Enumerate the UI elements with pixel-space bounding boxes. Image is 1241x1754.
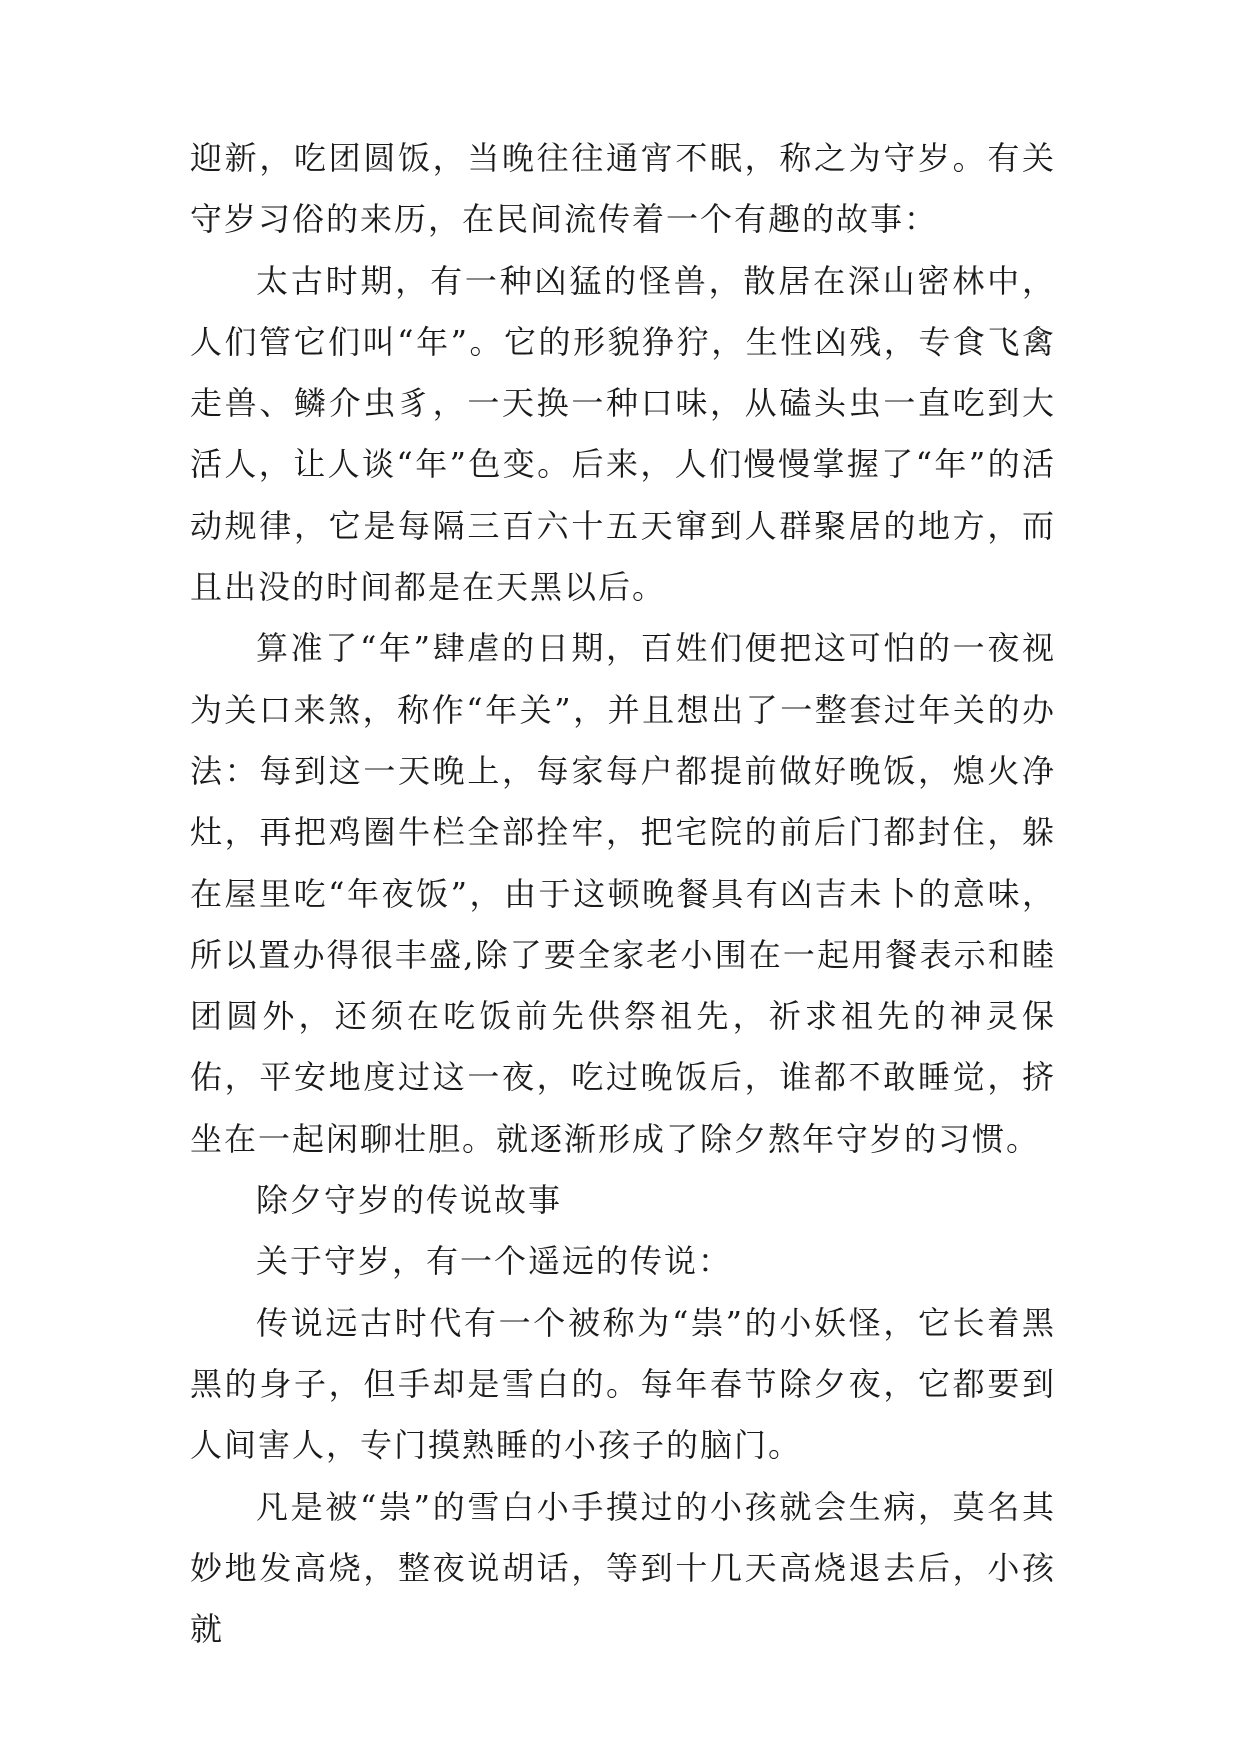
document-body: [190, 128, 1056, 1660]
section-heading: 除夕守岁的传说故事: [256, 1181, 563, 1220]
paragraph-2: 太古时期，有一种凶猛的怪兽，散居在深山密林中，人们管它们叫“年”。它的形貌狰狞，生性凶残，专食飞禽走兽、鳞介虫豸，一天换一种口味，从磕头虫一直吃到大活人，让人谈“年”色变。后来，人们慢慢掌握了“年”的活动规律，它是每隔三百六十五天窜到人群聚居的地方，而且出没的时间都是在天黑以后。: [190, 261, 1056, 607]
paragraph-6: 凡是被“祟”的雪白小手摸过的小孩就会生病，莫名其妙地发高烧，整夜说胡话，等到十几天高烧退去后，小孩就: [190, 1487, 1056, 1649]
paragraph-5: 传说远古时代有一个被称为“祟”的小妖怪，它长着黑黑的身子，但手却是雪白的。每年春节除夕夜，它都要到人间害人，专门摸熟睡的小孩子的脑门。: [190, 1303, 1056, 1465]
paragraph-3: 算准了“年”肆虐的日期，百姓们便把这可怕的一夜视为关口来煞，称作“年关”，并且想出了一整套过年关的办法：每到这一天晚上，每家每户都提前做好晚饭，熄火净灶，再把鸡圈牛栏全部拴牢，把宅院的前后门都封住，躲在屋里吃“年夜饭”，由于这顿晚餐具有凶吉未卜的意味，所以置办得很丰盛,除了要全家老小围在一起用餐表示和睦团圆外，还须在吃饭前先供祭祖先，祈求祖先的神灵保佑，平安地度过这一夜，吃过晚饭后，谁都不敢睡觉，挤坐在一起闲聊壮胆。就逐渐形成了除夕熬年守岁的习惯。: [190, 629, 1056, 1158]
paragraph-4: 关于守岁，有一个遥远的传说：: [256, 1242, 733, 1281]
paragraph-1: 迎新，吃团圆饭，当晚往往通宵不眠，称之为守岁。有关守岁习俗的来历，在民间流传着一个有趣的故事：: [190, 139, 1056, 239]
